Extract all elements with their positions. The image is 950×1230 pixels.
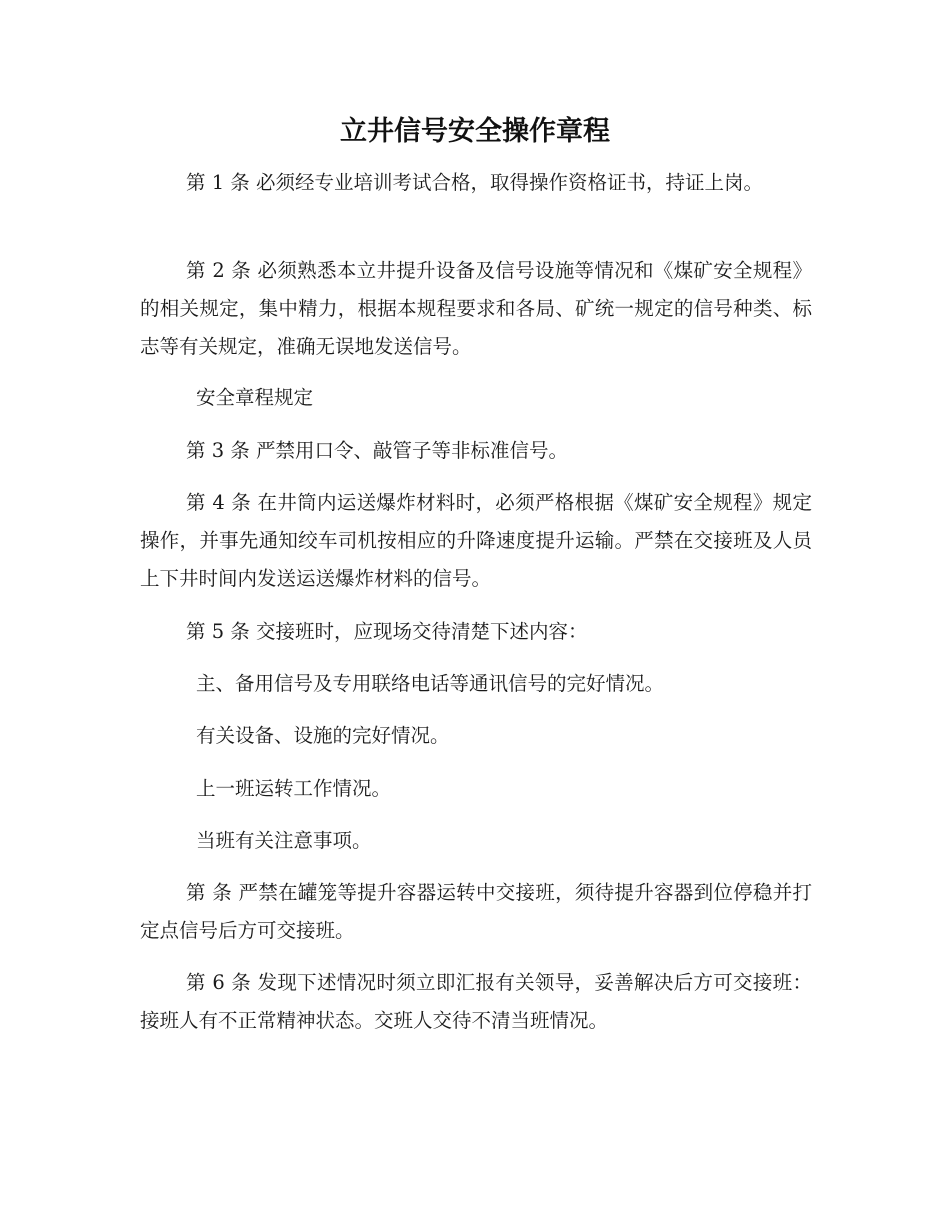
article-5: 第 5 条 交接班时，应现场交待清楚下述内容：: [186, 620, 588, 643]
article-3: 第 3 条 严禁用口令、敲管子等非标准信号。: [186, 439, 569, 462]
article-unnumbered: 第 条 严禁在罐笼等提升容器运转中交接班，须待提升容器到位停稳并打定点信号后方可交接班。: [140, 881, 812, 942]
article-1: 第 1 条 必须经专业培训考试合格，取得操作资格证书，持证上岗。: [186, 171, 764, 194]
article-4: 第 4 条 在井筒内运送爆炸材料时，必须严格根据《煤矿安全规程》规定操作，并事先通知绞车司机按相应的升降速度提升运输。严禁在交接班及人员上下井时间内发送运送爆炸材料的信号。: [140, 491, 812, 590]
article-2: 第 2 条 必须熟悉本立井提升设备及信号设施等情况和《煤矿安全规程》的相关规定，集中精力，根据本规程要求和各局、矿统一规定的信号种类、标志等有关规定，准确无误地发送信号。: [140, 259, 812, 358]
list-item-equipment: 有关设备、设施的完好情况。: [196, 724, 450, 747]
document-title: 立井信号安全操作章程: [340, 116, 610, 147]
section-heading: 安全章程规定: [196, 386, 314, 409]
list-item-signals: 主、备用信号及专用联络电话等通讯信号的完好情况。: [196, 672, 665, 695]
list-item-previous-shift: 上一班运转工作情况。: [196, 777, 392, 800]
article-6: 第 6 条 发现下述情况时须立即汇报有关领导，妥善解决后方可交接班：接班人有不正常精神状态。交班人交待不清当班情况。: [140, 971, 812, 1032]
list-item-notes: 当班有关注意事项。: [196, 829, 372, 852]
